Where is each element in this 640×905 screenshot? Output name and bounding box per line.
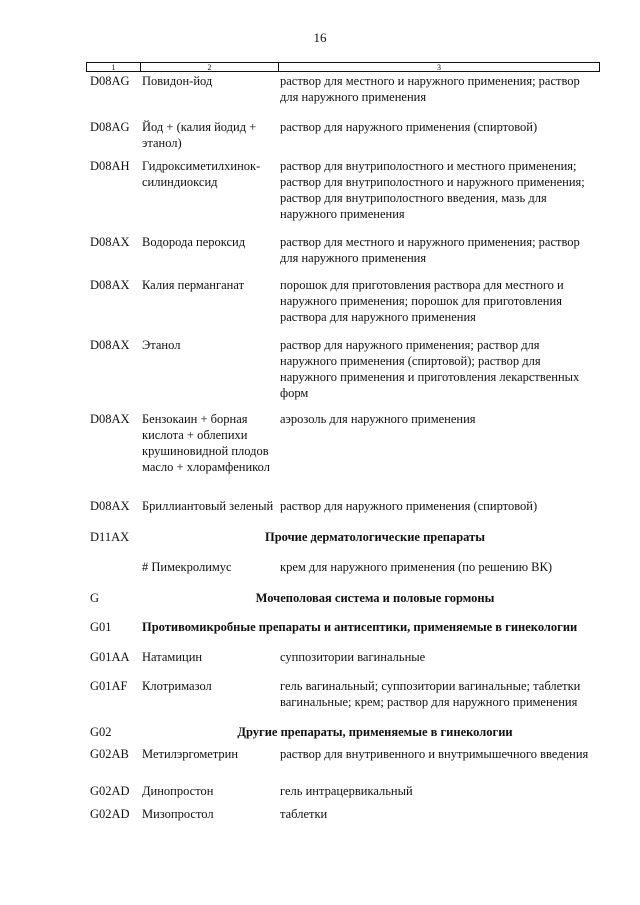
section-title: Другие препараты, применяемые в гинекологии xyxy=(237,725,513,739)
dosage-form: раствор для наружного применения (спиртовой) xyxy=(280,120,538,134)
atc-code: D08AH xyxy=(90,159,130,173)
atc-code: D08AX xyxy=(90,235,130,249)
drug-name: Этанол xyxy=(142,338,181,352)
dosage-form: раствор для наружного применения; раствор для наружного применения (спиртовой); раствор для наружного применения и приготовления лекарственных форм xyxy=(280,338,580,400)
drug-name: Йод + (калия йодид + этанол) xyxy=(142,120,257,150)
atc-code: G01AA xyxy=(90,650,130,664)
drug-name: Натамицин xyxy=(142,650,203,664)
dosage-form: таблетки xyxy=(280,807,328,821)
drug-name: Мизопростол xyxy=(142,807,214,821)
atc-code: D08AG xyxy=(90,74,130,88)
dosage-form: раствор для местного и наружного применения; раствор для наружного применения xyxy=(280,74,580,104)
dosage-form: раствор для внутривенного и внутримышечного введения xyxy=(280,747,589,761)
column-header-3: 3 xyxy=(437,63,441,72)
section-title: Мочеполовая система и половые гормоны xyxy=(255,591,495,605)
atc-code: G02AD xyxy=(90,784,130,798)
column-header-2: 2 xyxy=(141,63,279,71)
dosage-form: раствор для внутриполостного и местного применения; раствор для внутриполостного и наружного применения; раствор для внутриполостного введения, мазь для наружного применения xyxy=(280,159,585,221)
atc-code: G xyxy=(90,591,100,605)
drug-name: Водорода пероксид xyxy=(142,235,246,249)
drug-name: Калия перманганат xyxy=(142,278,245,292)
dosage-form: раствор для местного и наружного применения; раствор для наружного применения xyxy=(280,235,580,265)
dosage-form: раствор для наружного применения (спиртовой) xyxy=(280,499,538,513)
drug-name: Метилэргометрин xyxy=(142,747,239,761)
atc-code: G02AD xyxy=(90,807,130,821)
section-title: Прочие дерматологические препараты xyxy=(264,530,486,544)
section-title: Противомикробные препараты и антисептики, применяемые в гинекологии xyxy=(142,620,578,634)
dosage-form: гель интрацервикальный xyxy=(280,784,413,798)
dosage-form: аэрозоль для наружного применения xyxy=(280,412,476,426)
dosage-form: гель вагинальный; суппозитории вагинальные; таблетки вагинальные; крем; раствор для наружного применения xyxy=(280,679,581,709)
atc-code: G01AF xyxy=(90,679,128,693)
dosage-form: крем для наружного применения (по решению ВК) xyxy=(280,560,553,574)
atc-code: D08AX xyxy=(90,412,130,426)
drug-name: Повидон-йод xyxy=(142,74,213,88)
drug-name: Клотримазол xyxy=(142,679,212,693)
atc-code: D08AG xyxy=(90,120,130,134)
drug-name: Гидроксиметилхинок-силиндиоксид xyxy=(142,159,261,189)
atc-code: D08AX xyxy=(90,278,130,292)
atc-code: G01 xyxy=(90,620,112,634)
column-header-1: 1 xyxy=(87,63,141,71)
atc-code: D08AX xyxy=(90,338,130,352)
drug-name: # Пимекролимус xyxy=(142,560,232,574)
atc-code: D08AX xyxy=(90,499,130,513)
atc-code: G02 xyxy=(90,725,112,739)
atc-code: G02AB xyxy=(90,747,129,761)
drug-name: Бензокаин + борная кислота + облепихи крушиновидной плодов масло + хлорамфеникол xyxy=(142,412,270,474)
drug-name: Динопростон xyxy=(142,784,214,798)
dosage-form: порошок для приготовления раствора для местного и наружного применения; порошок для приготовления раствора для наружного применения xyxy=(280,278,564,324)
page-number: 16 xyxy=(313,30,327,45)
dosage-form: суппозитории вагинальные xyxy=(280,650,426,664)
drug-name: Бриллиантовый зеленый xyxy=(142,499,274,513)
atc-code: D11AX xyxy=(90,530,130,544)
column-header-row xyxy=(86,62,600,72)
